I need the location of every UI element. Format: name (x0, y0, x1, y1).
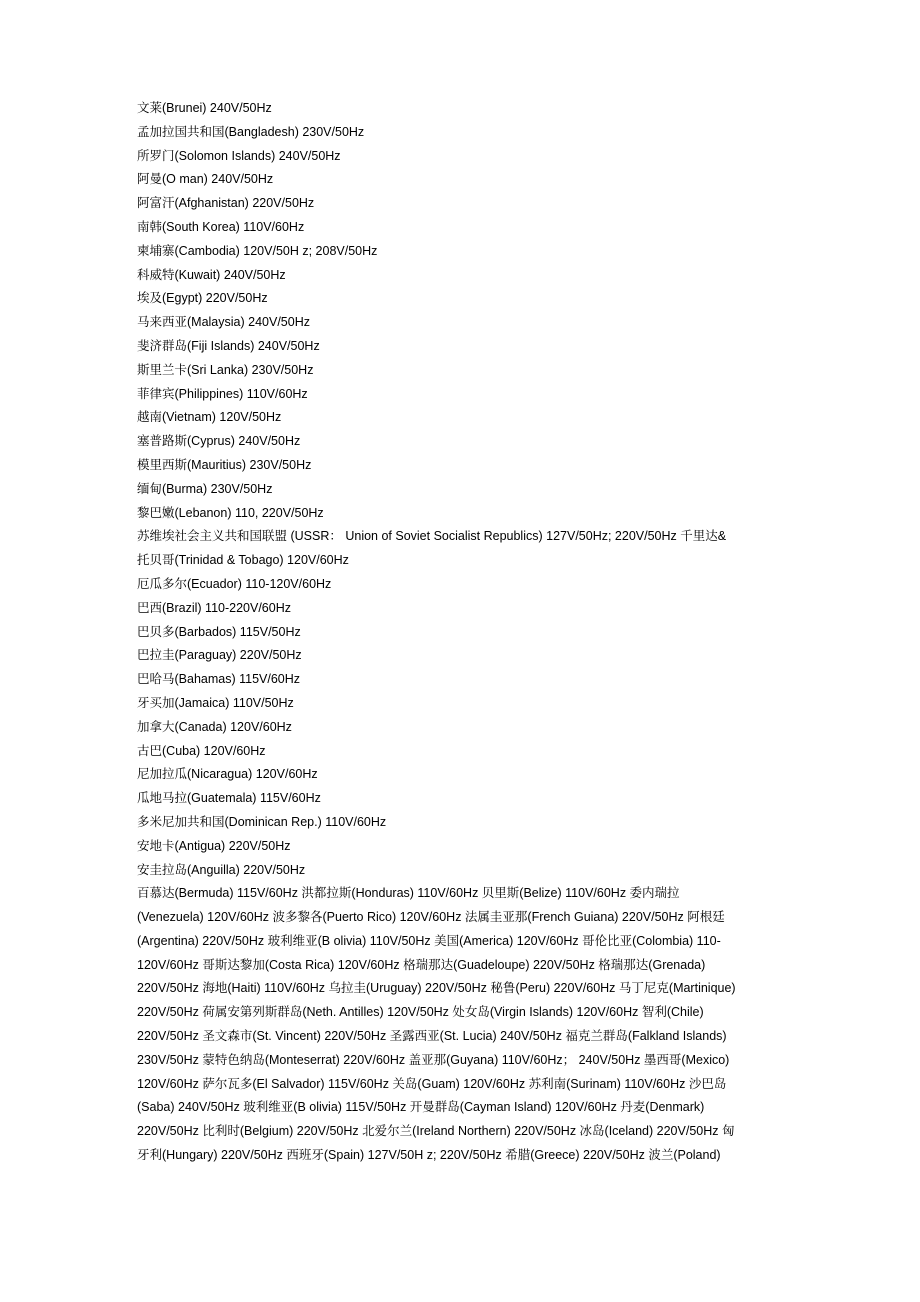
list-item: 瓜地马拉(Guatemala) 115V/60Hz (137, 791, 321, 806)
list-item: 越南(Vietnam) 120V/50Hz (137, 410, 282, 425)
list-item: 模里西斯(Mauritius) 230V/50Hz (137, 457, 312, 472)
list-item: 科威特(Kuwait) 240V/50Hz (137, 267, 286, 282)
paragraph-row: 220V/50Hz 比利时(Belgium) 220V/50Hz 北爱尔兰(Ireland Northern) 220V/50Hz 冰岛(Iceland) 220V/50Hz 匈 (137, 1124, 735, 1139)
list-item: 安圭拉岛(Anguilla) 220V/50Hz (137, 862, 306, 877)
country-voltage-list (137, 97, 787, 882)
paragraph-row: 220V/50Hz 圣文森市(St. Vincent) 220V/50Hz 圣露西亚(St. Lucia) 240V/50Hz 福克兰群岛(Falkland Islands) (137, 1029, 727, 1044)
list-item: 多米尼加共和国(Dominican Rep.) 110V/60Hz (137, 814, 387, 829)
list-item: 阿富汗(Afghanistan) 220V/50Hz (137, 196, 315, 211)
list-item: 尼加拉瓜(Nicaragua) 120V/60Hz (137, 767, 318, 782)
list-item: 厄瓜多尔(Ecuador) 110-120V/60Hz (137, 576, 332, 591)
paragraph-row: 230V/50Hz 蒙特色纳岛(Monteserrat) 220V/60Hz 盖亚那(Guyana) 110V/60Hz； 240V/50Hz 墨西哥(Mexico) (137, 1052, 730, 1067)
list-item: 巴西(Brazil) 110-220V/60Hz (137, 600, 291, 615)
list-item: 马来西亚(Malaysia) 240V/50Hz (137, 315, 310, 330)
list-item: 牙买加(Jamaica) 110V/50Hz (137, 695, 294, 710)
list-item: 黎巴嫩(Lebanon) 110, 220V/50Hz (137, 505, 324, 520)
paragraph-row: 120V/60Hz 萨尔瓦多(El Salvador) 115V/60Hz 关岛(Guam) 120V/60Hz 苏利南(Surinam) 110V/60Hz 沙巴岛 (137, 1076, 727, 1091)
paragraph-row: 220V/50Hz 海地(Haiti) 110V/60Hz 乌拉圭(Uruguay) 220V/50Hz 秘鲁(Peru) 220V/60Hz 马丁尼克(Martinique) (137, 981, 736, 996)
list-item: 苏维埃社会主义共和国联盟 (USSR： Union of Soviet Socialist Republics) 127V/50Hz; 220V/50Hz 千里达& (137, 529, 727, 544)
paragraph-row: (Argentina) 220V/50Hz 玻利维亚(B olivia) 110V/50Hz 美国(America) 120V/60Hz 哥伦比亚(Colombia) 110- (137, 933, 721, 948)
list-item: 菲律宾(Philippines) 110V/60Hz (137, 386, 308, 401)
list-item: 所罗门(Solomon Islands) 240V/50Hz (137, 148, 341, 163)
list-item: 巴贝多(Barbados) 115V/50Hz (137, 624, 301, 639)
paragraph-row: 牙利(Hungary) 220V/50Hz 西班牙(Spain) 127V/50H z; 220V/50Hz 希腊(Greece) 220V/50Hz 波兰(Poland) (137, 1148, 721, 1163)
list-item: 斐济群岛(Fiji Islands) 240V/50Hz (137, 338, 320, 353)
list-item: 柬埔寨(Cambodia) 120V/50H z; 208V/50Hz (137, 243, 378, 258)
paragraph-row: (Venezuela) 120V/60Hz 波多黎各(Puerto Rico) 120V/60Hz 法属圭亚那(French Guiana) 220V/50Hz 阿根廷 (137, 910, 725, 925)
list-item: 埃及(Egypt) 220V/50Hz (137, 291, 268, 306)
paragraph-row: 120V/60Hz 哥斯达黎加(Costa Rica) 120V/60Hz 格瑞那达(Guadeloupe) 220V/50Hz 格瑞那达(Grenada) (137, 957, 706, 972)
list-item: 古巴(Cuba) 120V/60Hz (137, 743, 266, 758)
list-item: 斯里兰卡(Sri Lanka) 230V/50Hz (137, 362, 314, 377)
paragraph-row: 220V/50Hz 荷属安第列斯群岛(Neth. Antilles) 120V/50Hz 处女岛(Virgin Islands) 120V/60Hz 智利(Chile) (137, 1005, 704, 1020)
list-item: 南韩(South Korea) 110V/60Hz (137, 219, 305, 234)
list-item: 巴哈马(Bahamas) 115V/60Hz (137, 672, 301, 687)
list-item: 安地卡(Antigua) 220V/50Hz (137, 838, 291, 853)
paragraph-row: (Saba) 240V/50Hz 玻利维亚(B olivia) 115V/50Hz 开曼群岛(Cayman Island) 120V/60Hz 丹麦(Denmark) (137, 1100, 705, 1115)
paragraph-row: 百慕达(Bermuda) 115V/60Hz 洪都拉斯(Honduras) 110V/60Hz 贝里斯(Belize) 110V/60Hz 委内瑞拉 (137, 886, 680, 901)
list-item: 文莱(Brunei) 240V/50Hz (137, 101, 272, 115)
list-item: 塞普路斯(Cyprus) 240V/50Hz (137, 434, 301, 449)
list-item: 孟加拉国共和国(Bangladesh) 230V/50Hz (137, 124, 365, 139)
list-item: 阿曼(O man) 240V/50Hz (137, 172, 274, 187)
list-item: 巴拉圭(Paraguay) 220V/50Hz (137, 648, 302, 663)
list-item: 缅甸(Burma) 230V/50Hz (137, 481, 273, 496)
list-item: 加拿大(Canada) 120V/60Hz (137, 719, 292, 734)
list-item: 托贝哥(Trinidad & Tobago) 120V/60Hz (137, 553, 349, 568)
document-page (137, 97, 787, 1168)
country-voltage-paragraph (137, 882, 787, 1168)
